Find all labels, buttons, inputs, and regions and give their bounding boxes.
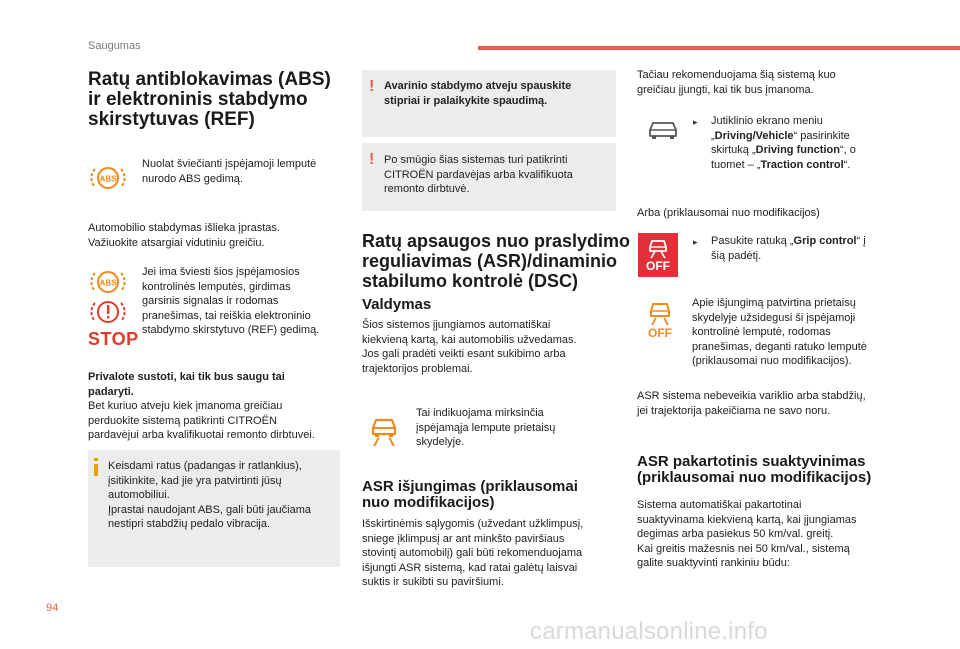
reactivation-text: Sistema automatiškai pakartotinai suaktyvinama kiekvieną kartą, kai įjungiamas degimas arba pasiekus 50 km/val. greitį. Kai greitis mažesnis nei 50 km/val., sistemą galite suaktyvinti rankiniu būdu: (637, 499, 857, 569)
asr-reactivation-title: ASR pakartotinis suaktyvinimas (priklausomai nuo modifikacijos) (637, 453, 872, 486)
off-label: OFF (648, 326, 672, 340)
car-menu-icon (643, 114, 683, 144)
asr-section-title: Ratų apsaugos nuo praslydimo reguliavimas (ASR)/dinaminio stabilumo kontrolė (DSC) (362, 231, 631, 291)
asr-off-warning-icon (640, 296, 680, 342)
abs-light-text: Nuolat šviečianti įspėjamoji lemputė nurodo ABS gedimą. (142, 158, 317, 185)
skid-car-icon (364, 408, 404, 448)
page-number: 94 (46, 602, 59, 614)
asr-off-text: Išskirtinėmis sąlygomis (užvedant užklimpusį, sniege įklimpusį ar ant minkšto paviršiaus stovintį automobilį) gali būti rekomenduojama išjungti ASR sistemą, kad ratai galėtų laisvai suktis ir sukibti su paviršiumi. (362, 518, 584, 588)
blink-text: Tai indikuojama mirksinčia įspėjamąja lempute prietaisų skydelyje. (416, 407, 556, 448)
abs-paragraph-1: Automobilio stabdymas išlieka įprastas. Važiuokite atsargiai vidutiniu greičiu. (88, 222, 280, 249)
menu-instruction: Jutiklinio ekrano meniu „Driving/Vehicle“ pasirinkite skirtuką „Driving function“, o tuomet – „Traction control“. (711, 115, 856, 171)
asr-off-subtitle: ASR išjungimas (priklausomai nuo modifikacijos) (362, 478, 578, 511)
grip-control-off-icon (638, 233, 678, 277)
off-label: OFF (646, 259, 670, 273)
asr-inactive-note: ASR sistema nebeveikia variklio arba stabdžių, jei trajektorija pakeičiama ne savo noru. (637, 390, 866, 417)
warning-panel-2-text: Po smūgio šias sistemas turi patikrinti CITROËN pardavėjas arba kvalifikuota remonto dirbtuvė. (384, 154, 573, 195)
stop-icon-label: STOP (88, 329, 139, 349)
brake-warning-icon (88, 297, 128, 327)
off-confirm-text: Apie išjungimą patvirtina prietaisų skydelyje užsidegusi ši įspėjamoji kontrolinė lemputė, rodomas pranešimas, deganti ratuko lemputė (priklausomai nuo modifikacijos). (692, 297, 867, 367)
warning-icon: ! (369, 78, 375, 95)
abs-warning-icon (88, 163, 128, 193)
stop-instructions: Privalote sustoti, kai tik bus saugu tai padaryti. Bet kuriuo atveju kiek įmanoma greičiau perduokite sistemą patikrinti CITROËN pardavėjui arba kvalifikuotai remonto dirbtuvei. (88, 371, 315, 441)
svg-text:ABS: ABS (99, 174, 117, 184)
or-text: Arba (priklausomai nuo modifikacijos) (637, 207, 820, 219)
watermark: carmanualsonline.info (530, 618, 768, 645)
warning-icon: ! (369, 151, 375, 168)
info-panel-text: Keisdami ratus (padangas ir ratlankius), įsitikinkite, kad jie yra patvirtinti jūsų automobiliui. Įprastai naudojant ABS, gali būti jaučiama nestipri stabdžių pedalo vibracija. (108, 460, 312, 530)
warning-panel-1-text: Avarinio stabdymo atveju spauskite stipriai ir palaikykite spaudimą. (384, 80, 572, 107)
abs-warning-icon-2 (88, 267, 128, 297)
section-title: Saugumas (88, 40, 141, 52)
bullet-icon: ▸ (693, 237, 698, 247)
bullet-icon: ▸ (693, 117, 698, 127)
info-icon (94, 464, 98, 476)
control-text: Šios sistemos įjungiamos automatiškai kiekvieną kartą, kai automobilis užvedamas. Jos gali pradėti veikti esant sukibimo arba trajektorijos problemai. (362, 319, 577, 375)
abs-section-title: Ratų antiblokavimas (ABS) ir elektroninis stabdymo skirstytuvas (REF) (88, 69, 331, 130)
svg-text:ABS: ABS (99, 278, 117, 288)
header-accent-bar (478, 46, 960, 50)
info-icon-dot (94, 458, 98, 461)
grip-control-instruction: Pasukite ratuką „Grip control“ į šią padėtį. (711, 235, 866, 262)
recommend-text: Tačiau rekomenduojama šią sistemą kuo greičiau įjungti, kai tik bus įmanoma. (637, 69, 836, 96)
control-subtitle: Valdymas (362, 296, 432, 313)
ref-fault-text: Jei ima šviesti šios įspėjamosios kontrolinės lemputės, girdimas garsinis signalas ir rodomas pranešimas, tai reiškia elektroninio stabdymo skirstytuvo (REF) gedimą. (142, 266, 320, 336)
